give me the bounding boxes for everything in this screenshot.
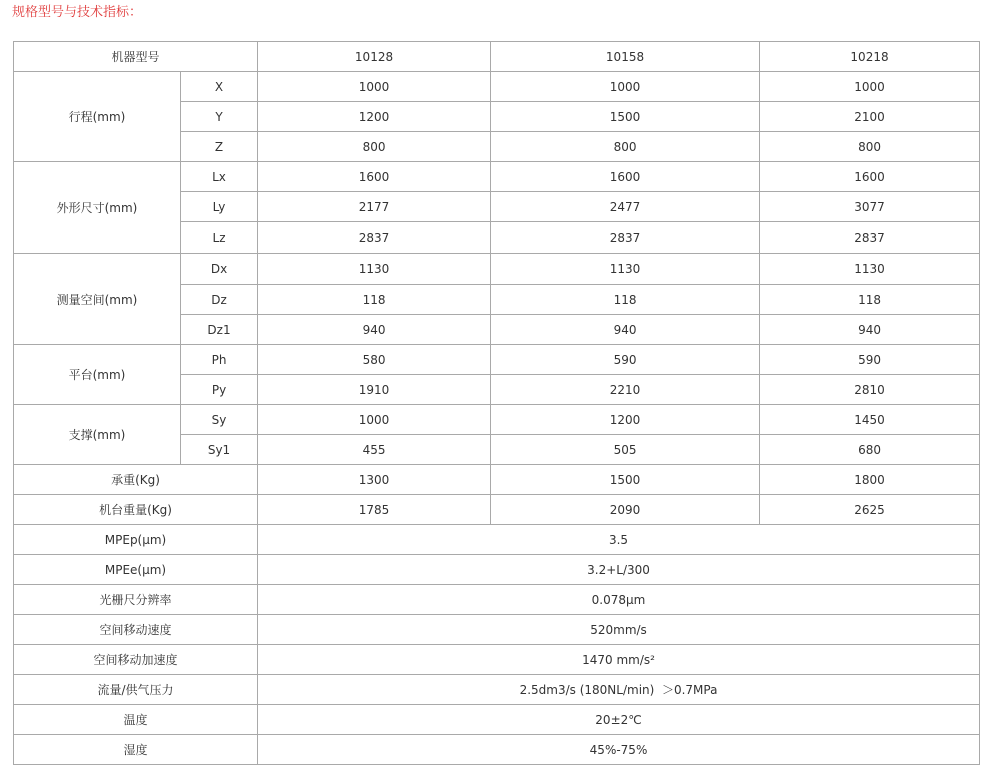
value-cell: 505 bbox=[491, 435, 760, 465]
shared-value-cell: 1470 mm/s² bbox=[258, 645, 980, 675]
value-cell: 1200 bbox=[491, 405, 760, 435]
value-cell: 800 bbox=[491, 132, 760, 162]
row-label-cell: MPEe(μm) bbox=[14, 555, 258, 585]
row-label-cell: 承重(Kg) bbox=[14, 465, 258, 495]
value-cell: 1000 bbox=[491, 72, 760, 102]
param-key-cell: Lz bbox=[181, 222, 258, 254]
table-row bbox=[14, 254, 980, 285]
row-label-cell: 湿度 bbox=[14, 735, 258, 765]
spec-table-body bbox=[14, 42, 980, 765]
param-key-cell: Dz1 bbox=[181, 315, 258, 345]
value-cell: 1000 bbox=[760, 72, 980, 102]
param-key-cell: Ly bbox=[181, 192, 258, 222]
param-key-cell: Lx bbox=[181, 162, 258, 192]
value-cell: 580 bbox=[258, 345, 491, 375]
table-row bbox=[14, 675, 980, 705]
value-cell: 118 bbox=[491, 285, 760, 315]
table-row bbox=[14, 705, 980, 735]
param-key-cell: Dz bbox=[181, 285, 258, 315]
value-cell: 2837 bbox=[258, 222, 491, 254]
param-key-cell: Y bbox=[181, 102, 258, 132]
row-label-cell: 流量/供气压力 bbox=[14, 675, 258, 705]
value-cell: 1500 bbox=[491, 102, 760, 132]
table-header-row bbox=[14, 42, 980, 72]
row-label-cell: 空间移动加速度 bbox=[14, 645, 258, 675]
group-label-cell: 外形尺寸(mm) bbox=[14, 162, 181, 254]
shared-value-cell: 3.5 bbox=[258, 525, 980, 555]
value-cell: 1450 bbox=[760, 405, 980, 435]
row-label-cell: 温度 bbox=[14, 705, 258, 735]
value-cell: 680 bbox=[760, 435, 980, 465]
value-cell: 118 bbox=[760, 285, 980, 315]
value-cell: 940 bbox=[760, 315, 980, 345]
param-key-cell: Dx bbox=[181, 254, 258, 285]
value-cell: 2177 bbox=[258, 192, 491, 222]
shared-value-cell: 3.2+L/300 bbox=[258, 555, 980, 585]
table-row bbox=[14, 345, 980, 375]
model-label-cell: 机器型号 bbox=[14, 42, 258, 72]
value-cell: 590 bbox=[491, 345, 760, 375]
value-cell: 1300 bbox=[258, 465, 491, 495]
value-cell: 800 bbox=[760, 132, 980, 162]
param-key-cell: Ph bbox=[181, 345, 258, 375]
value-cell: 1000 bbox=[258, 72, 491, 102]
shared-value-cell: 520mm/s bbox=[258, 615, 980, 645]
row-label-cell: MPEp(μm) bbox=[14, 525, 258, 555]
value-cell: 118 bbox=[258, 285, 491, 315]
section-heading: 规格型号与技术指标： bbox=[12, 5, 143, 20]
group-label-cell: 行程(mm) bbox=[14, 72, 181, 162]
table-row bbox=[14, 585, 980, 615]
value-cell: 2090 bbox=[491, 495, 760, 525]
table-row bbox=[14, 495, 980, 525]
param-key-cell: Z bbox=[181, 132, 258, 162]
value-cell: 1000 bbox=[258, 405, 491, 435]
spec-table bbox=[13, 41, 980, 765]
value-cell: 1785 bbox=[258, 495, 491, 525]
value-cell: 1500 bbox=[491, 465, 760, 495]
table-row bbox=[14, 405, 980, 435]
value-cell: 1600 bbox=[258, 162, 491, 192]
shared-value-cell: 0.078μm bbox=[258, 585, 980, 615]
value-cell: 1600 bbox=[760, 162, 980, 192]
value-cell: 800 bbox=[258, 132, 491, 162]
value-cell: 940 bbox=[258, 315, 491, 345]
shared-value-cell: 45%-75% bbox=[258, 735, 980, 765]
table-row bbox=[14, 555, 980, 585]
group-label-cell: 平台(mm) bbox=[14, 345, 181, 405]
value-cell: 2477 bbox=[491, 192, 760, 222]
value-cell: 1130 bbox=[258, 254, 491, 285]
table-row bbox=[14, 162, 980, 192]
param-key-cell: Py bbox=[181, 375, 258, 405]
value-cell: 455 bbox=[258, 435, 491, 465]
param-key-cell: Sy bbox=[181, 405, 258, 435]
model-cell: 10218 bbox=[760, 42, 980, 72]
table-row bbox=[14, 615, 980, 645]
model-cell: 10158 bbox=[491, 42, 760, 72]
table-row bbox=[14, 645, 980, 675]
value-cell: 2810 bbox=[760, 375, 980, 405]
value-cell: 1130 bbox=[760, 254, 980, 285]
row-label-cell: 空间移动速度 bbox=[14, 615, 258, 645]
value-cell: 1200 bbox=[258, 102, 491, 132]
row-label-cell: 光栅尺分辨率 bbox=[14, 585, 258, 615]
value-cell: 2837 bbox=[491, 222, 760, 254]
group-label-cell: 支撑(mm) bbox=[14, 405, 181, 465]
param-key-cell: Sy1 bbox=[181, 435, 258, 465]
value-cell: 3077 bbox=[760, 192, 980, 222]
table-row bbox=[14, 525, 980, 555]
value-cell: 2625 bbox=[760, 495, 980, 525]
value-cell: 590 bbox=[760, 345, 980, 375]
table-row bbox=[14, 735, 980, 765]
value-cell: 1600 bbox=[491, 162, 760, 192]
value-cell: 1800 bbox=[760, 465, 980, 495]
value-cell: 1910 bbox=[258, 375, 491, 405]
table-row bbox=[14, 72, 980, 102]
param-key-cell: X bbox=[181, 72, 258, 102]
model-cell: 10128 bbox=[258, 42, 491, 72]
value-cell: 1130 bbox=[491, 254, 760, 285]
group-label-cell: 测量空间(mm) bbox=[14, 254, 181, 345]
value-cell: 2100 bbox=[760, 102, 980, 132]
shared-value-cell: 20±2℃ bbox=[258, 705, 980, 735]
value-cell: 2837 bbox=[760, 222, 980, 254]
value-cell: 940 bbox=[491, 315, 760, 345]
table-row bbox=[14, 465, 980, 495]
value-cell: 2210 bbox=[491, 375, 760, 405]
shared-value-cell: 2.5dm3/s (180NL/min) ＞0.7MPa bbox=[258, 675, 980, 705]
row-label-cell: 机台重量(Kg) bbox=[14, 495, 258, 525]
